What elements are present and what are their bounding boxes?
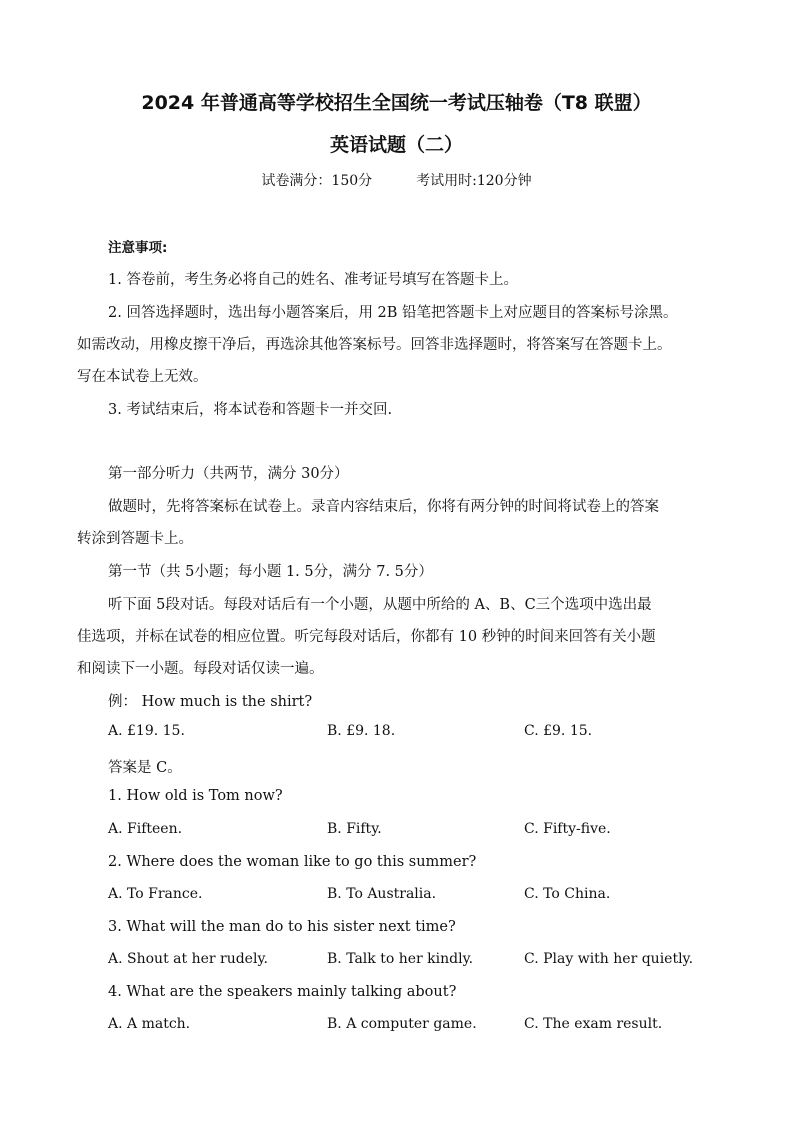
example-question: 例： How much is the shirt?: [108, 694, 313, 710]
full-score: 试卷满分：150分: [261, 173, 373, 189]
question-2-option-a: A. To France.: [108, 886, 203, 902]
question-4-option-c: C. The exam result.: [524, 1016, 663, 1032]
question-2-option-b: B. To Australia.: [327, 886, 437, 902]
part1-heading: 第一部分听力（共两节，满分 30分）: [108, 466, 349, 482]
section1-heading: 第一节（共 5小题；每小题 1. 5分，满分 7. 5分）: [108, 564, 433, 580]
question-1: 1. How old is Tom now?: [108, 788, 283, 804]
notice-item-3: 3. 考试结束后，将本试卷和答题卡一并交回.: [108, 402, 393, 418]
notice-heading: 注意事项:: [108, 240, 168, 256]
exam-subtitle: 英语试题（二）: [329, 134, 463, 156]
question-3: 3. What will the man do to his sister next time?: [108, 919, 456, 935]
example-option-c: C. £9. 15.: [524, 723, 593, 739]
question-1-option-b: B. Fifty.: [327, 821, 382, 837]
notice-item-2-line-2: 如需改动，用橡皮擦干净后，再选涂其他答案标号。回答非选择题时，将答案写在答题卡上。: [77, 337, 672, 353]
exam-time: 考试用时:120分钟: [416, 173, 532, 189]
section1-instructions-line-1: 听下面 5段对话。每段对话后有一个小题，从题中所给的 A、B、C三个选项中选出最: [108, 597, 652, 613]
example-answer: 答案是 C。: [108, 760, 182, 776]
question-2: 2. Where does the woman like to go this summer?: [108, 854, 477, 870]
exam-title: 2024 年普通高等学校招生全国统一考试压轴卷（T8 联盟）: [141, 92, 652, 114]
question-3-option-c: C. Play with her quietly.: [524, 951, 694, 967]
section1-instructions-line-2: 佳选项，并标在试卷的相应位置。听完每段对话后，你都有 10 秒钟的时间来回答有关小题: [77, 629, 656, 645]
part1-intro-line-1: 做题时，先将答案标在试卷上。录音内容结束后，你将有两分钟的时间将试卷上的答案: [108, 499, 659, 515]
example-option-a: A. £19. 15.: [108, 723, 185, 739]
notice-item-2-line-1: 2. 回答选择题时，选出每小题答案后，用 2B 铅笔把答题卡上对应题目的答案标号涂黑。: [108, 305, 678, 321]
question-3-option-a: A. Shout at her rudely.: [108, 951, 268, 967]
question-4: 4. What are the speakers mainly talking about?: [108, 984, 457, 1000]
notice-item-2-line-3: 写在本试卷上无效。: [77, 369, 208, 385]
part1-intro-line-2: 转涂到答题卡上。: [77, 531, 193, 547]
example-option-b: B. £9. 18.: [327, 723, 396, 739]
question-2-option-c: C. To China.: [524, 886, 611, 902]
question-3-option-b: B. Talk to her kindly.: [327, 951, 474, 967]
section1-instructions-line-3: 和阅读下一小题。每段对话仅读一遍。: [77, 661, 324, 677]
exam-meta: [0, 170, 793, 190]
question-1-option-a: A. Fifteen.: [108, 821, 183, 837]
question-1-option-c: C. Fifty-five.: [524, 821, 611, 837]
notice-item-1: 1. 答卷前，考生务必将自己的姓名、准考证号填写在答题卡上。: [108, 272, 518, 288]
question-4-option-b: B. A computer game.: [327, 1016, 477, 1032]
question-4-option-a: A. A match.: [108, 1016, 191, 1032]
